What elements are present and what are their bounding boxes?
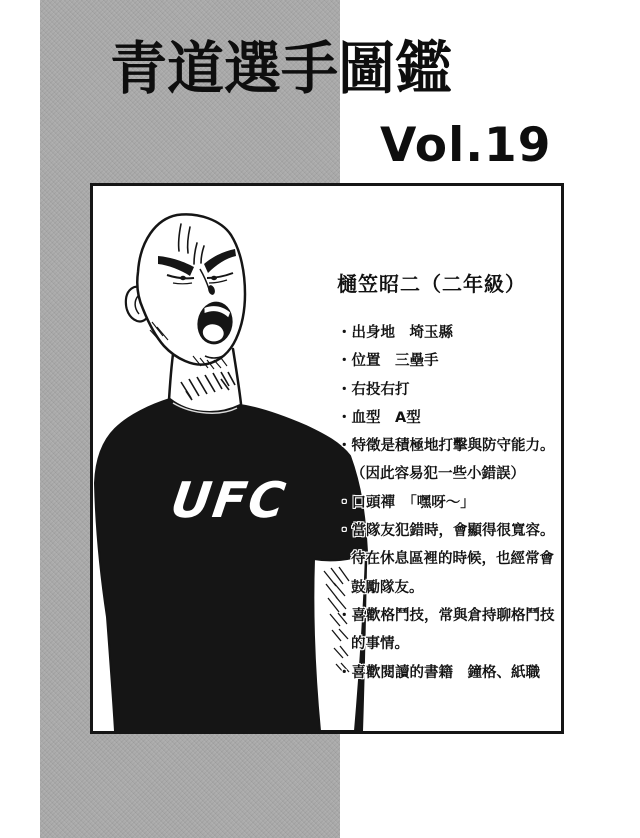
shirt-logo xyxy=(167,471,290,529)
profile-line: 鼓勵隊友。 xyxy=(351,579,424,596)
volume-label: Vol.19 xyxy=(380,118,552,173)
bald-head xyxy=(137,214,245,364)
profile-line: 待在休息區裡的時候，也經常會 xyxy=(351,551,554,568)
profile-line: ・位置 三壘手 xyxy=(337,353,439,370)
profile-line: ・喜歡格鬥技，常與倉持聊格鬥技 xyxy=(337,607,555,624)
profile-line: ・口頭禪 「嘿呀～」 xyxy=(337,494,475,511)
profile-card xyxy=(90,183,564,734)
shirt-logo-text: UFC xyxy=(167,471,291,529)
profile-line: ・血型 A型 xyxy=(337,409,421,426)
profile-line: ・喜歡閱讀的書籍 鐘格、紙職 xyxy=(337,664,540,681)
profile-list xyxy=(337,319,563,687)
profile-line: ・右投右打 xyxy=(337,381,410,398)
profile-line: ・當隊友犯錯時，會顯得很寬容。 xyxy=(337,523,555,540)
profile-line: 的事情。 xyxy=(351,636,409,653)
player-name: 樋笠昭二（二年級） xyxy=(337,272,526,296)
profile-line: （因此容易犯一些小錯誤） xyxy=(351,466,525,483)
page-title: 青道選手圖鑑 xyxy=(110,36,452,102)
profile-line: ・出身地 埼玉縣 xyxy=(337,325,453,341)
profile-line: ・特徵是積極地打擊與防守能力。 xyxy=(337,438,555,455)
